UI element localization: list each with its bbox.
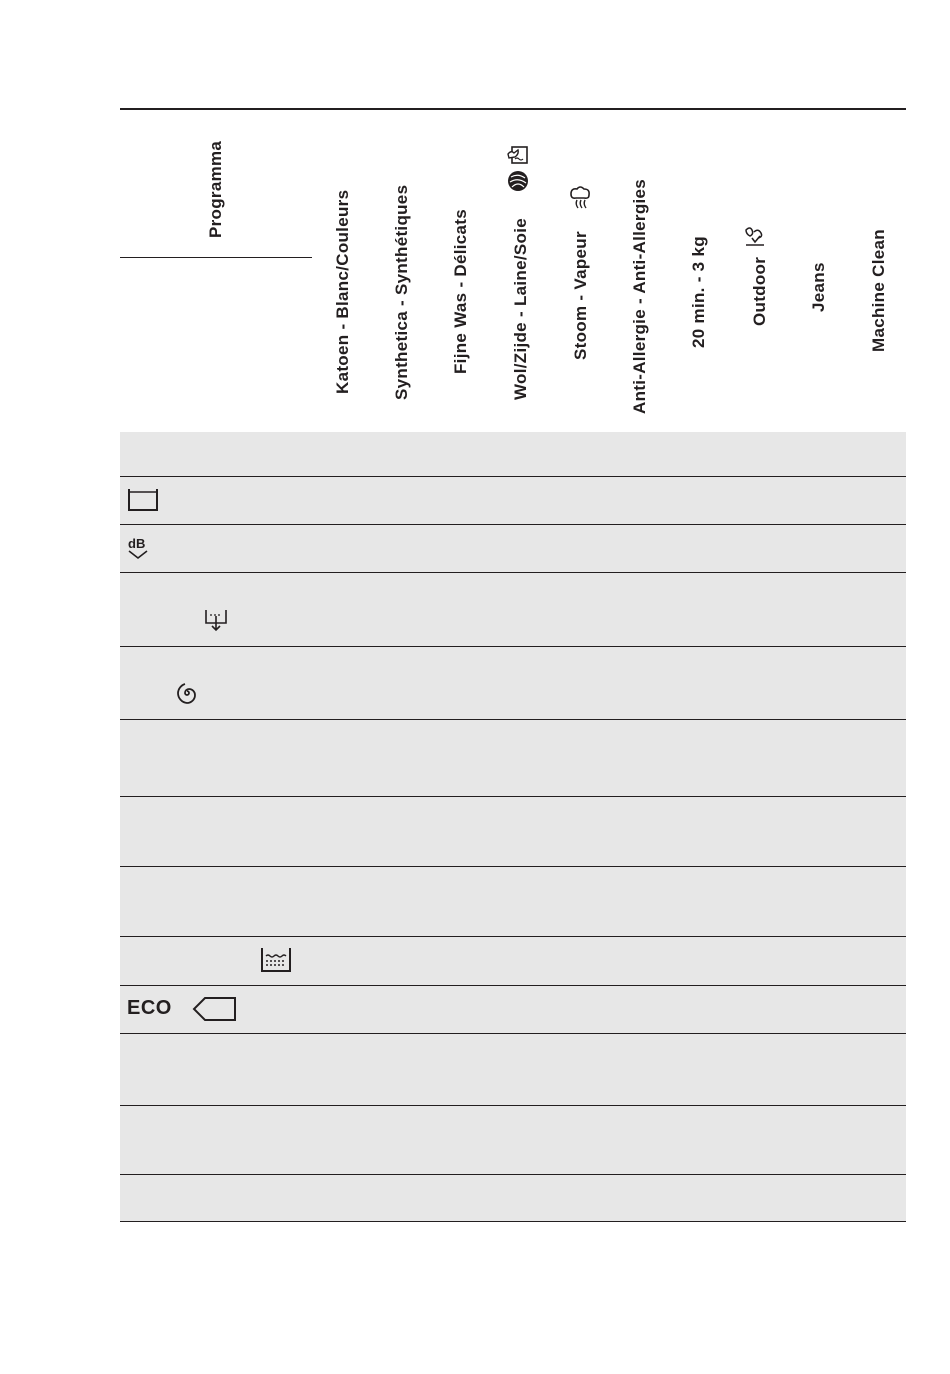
svg-text:dB: dB — [128, 536, 146, 551]
table-row — [120, 647, 906, 720]
table-header — [120, 110, 906, 432]
program-options-table — [120, 108, 906, 1222]
table-row — [120, 1034, 906, 1106]
program-column-header: Programma — [206, 140, 225, 238]
noise-reduction-db-icon — [126, 535, 152, 561]
program-jeans: Jeans — [809, 262, 828, 312]
table-row — [120, 432, 906, 477]
program-outdoor: Outdoor — [750, 256, 769, 326]
rinse-hold-icon — [204, 607, 230, 633]
program-fijne-was: Fijne Was - Délicats — [451, 208, 470, 374]
table-row — [120, 525, 906, 573]
table-row — [120, 1106, 906, 1175]
program-wol-zijde: Wol/Zijde - Laine/Soie — [511, 218, 530, 400]
program-20-min: 20 min. - 3 kg — [689, 236, 708, 348]
program-katoen: Katoen - Blanc/Couleurs — [333, 189, 352, 394]
program-header-divider — [120, 257, 312, 258]
program-stoom: Stoom - Vapeur — [571, 231, 590, 360]
table-row — [120, 720, 906, 797]
display-rectangle-icon — [127, 487, 159, 513]
table-row — [120, 573, 906, 647]
eco-tag-icon — [192, 995, 238, 1023]
table-row — [120, 477, 906, 525]
hand-wash-icon — [506, 144, 530, 166]
table-row — [120, 937, 906, 986]
table-row — [120, 986, 906, 1034]
prewash-tub-icon — [259, 945, 293, 975]
table-row — [120, 797, 906, 867]
table-row — [120, 1175, 906, 1222]
program-anti-allergie: Anti-Allergie - Anti-Allergies — [630, 178, 649, 414]
steam-icon — [567, 184, 593, 210]
program-machine-clean: Machine Clean — [869, 229, 888, 352]
program-synthetica: Synthetica - Synthétiques — [392, 184, 411, 400]
table-row — [120, 867, 906, 937]
wool-ball-icon — [506, 170, 530, 192]
spin-spiral-icon — [175, 681, 199, 705]
outdoor-icon — [742, 224, 768, 250]
eco-label: ECO — [127, 997, 172, 1019]
